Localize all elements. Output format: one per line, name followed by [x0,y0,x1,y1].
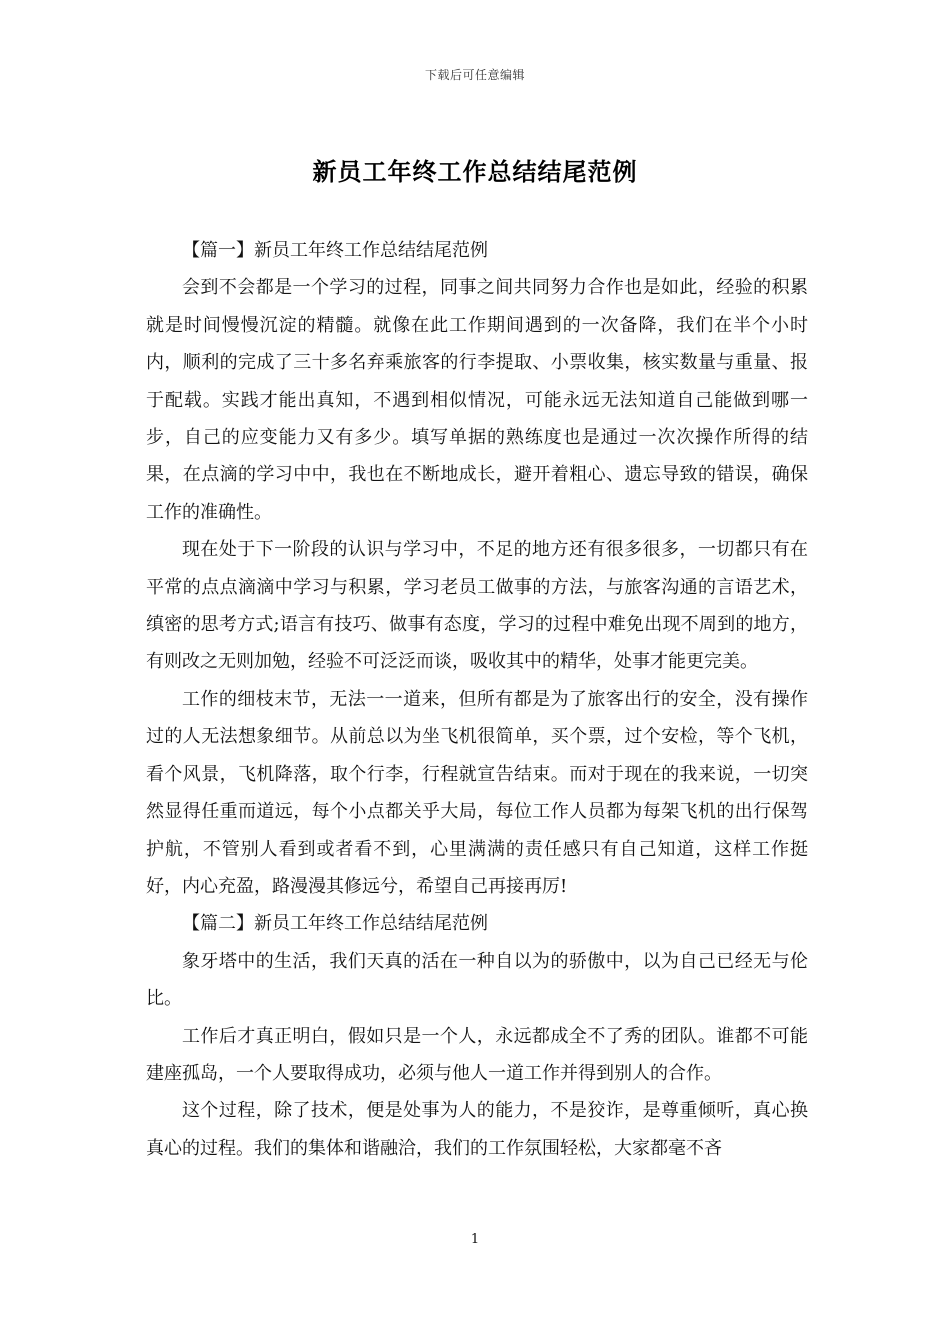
body-paragraph: 这个过程，除了技术，便是处事为人的能力，不是狡诈，是尊重倾听，真心换真心的过程。我们的集体和谐融洽，我们的工作氛围轻松，大家都毫不吝 [146,1100,808,1159]
document-body [146,232,808,1167]
body-paragraph: 现在处于下一阶段的认识与学习中，不足的地方还有很多很多，一切都只有在平常的点点滴滴中学习与积累，学习老员工做事的方法，与旅客沟通的言语艺术，缜密的思考方式;语言有技巧、做事有态度，学习的过程中难免出现不周到的地方，有则改之无则加勉，经验不可泛泛而谈，吸收其中的精华，处事才能更完美。 [146,539,808,673]
body-paragraph: 象牙塔中的生活，我们天真的活在一种自以为的骄傲中，以为自己已经无与伦比。 [146,950,808,1010]
page-number: 1 [470,1232,480,1247]
page-title: 新员工年终工作总结结尾范例 [312,157,638,186]
section-heading: 【篇二】新员工年终工作总结结尾范例 [182,913,488,935]
header-note: 下载后可任意编辑 [424,68,525,82]
body-paragraph: 会到不会都是一个学习的过程，同事之间共同努力合作也是如此，经验的积累就是时间慢慢沉淀的精髓。就像在此工作期间遇到的一次备降，我们在半个小时内，顺利的完成了三十多名弃乘旅客的行李提取、小票收集，核实数量与重量、报于配载。实践才能出真知，不遇到相似情况，可能永远无法知道自己能做到哪一步，自己的应变能力又有多少。填写单据的熟练度也是通过一次次操作所得的结果，在点滴的学习中中，我也在不断地成长，避开着粗心、遗忘导致的错误，确保工作的准确性。 [146,277,808,523]
section-heading: 【篇一】新员工年终工作总结结尾范例 [182,240,488,261]
body-paragraph: 工作后才真正明白，假如只是一个人，永远都成全不了秀的团队。谁都不可能建座孤岛，一个人要取得成功，必须与他人一道工作并得到别人的合作。 [146,1025,808,1084]
body-paragraph: 工作的细枝末节，无法一一道来，但所有都是为了旅客出行的安全，没有操作过的人无法想象细节。从前总以为坐飞机很简单，买个票，过个安检，等个飞机，看个风景，飞机降落，取个行李，行程就宣告结束。而对于现在的我来说，一切突然显得任重而道远，每个小点都关乎大局，每位工作人员都为每架飞机的出行保驾护航，不管别人看到或者看不到，心里满满的责任感只有自己知道，这样工作挺好，内心充盈，路漫漫其修远兮，希望自己再接再厉! [146,688,808,897]
